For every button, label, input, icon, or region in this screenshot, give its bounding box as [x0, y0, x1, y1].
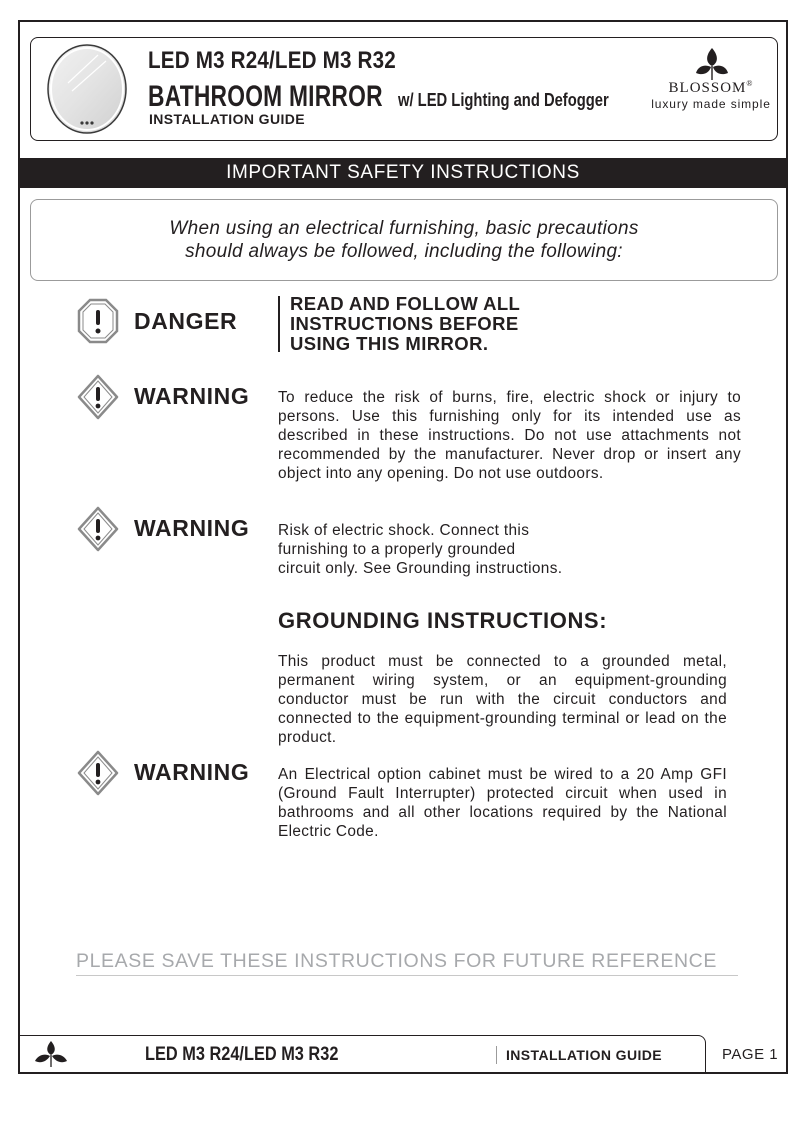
brand-name: BLOSSOM® [668, 79, 754, 96]
octagon-exclamation-icon [77, 298, 119, 344]
mirror-illustration-icon [46, 43, 128, 135]
grounding-text: This product must be connected to a grounded metal, permanent wiring system, or an equipment-grounding conductor must be run with the circuit conductors and connected to the equipment-grounding terminal or lead on the product. [278, 653, 727, 746]
danger-line-1: READ AND FOLLOW ALL [290, 293, 521, 314]
danger-label: DANGER [134, 308, 238, 334]
precaution-line-2: should always be followed, including the following: [185, 241, 623, 262]
warning-label-3: WARNING [134, 759, 250, 785]
footer-model: LED M3 R24/LED M3 R32 [145, 1044, 339, 1065]
product-name: BATHROOM MIRROR [148, 80, 383, 113]
save-instructions-note: PLEASE SAVE THESE INSTRUCTIONS FOR FUTURE REFERENCE [76, 950, 738, 976]
grounding-heading: GROUNDING INSTRUCTIONS: [278, 608, 608, 633]
page-number: PAGE 1 [722, 1046, 779, 1063]
precaution-line-1: When using an electrical furnishing, basic precautions [169, 218, 639, 239]
diamond-exclamation-icon [77, 374, 119, 420]
warning-2-line-3: circuit only. See Grounding instructions. [278, 560, 563, 577]
product-line [148, 80, 609, 114]
warning-text-3: An Electrical option cabinet must be wired to a 20 Amp GFI (Ground Fault Interrupter) protected circuit when used in bathrooms and all other locations required by the National Electric Code. [278, 766, 727, 840]
blossom-leaf-logo-icon [33, 1040, 69, 1068]
warning-2-line-1: Risk of electric shock. Connect this [278, 522, 530, 539]
precaution-box [30, 199, 778, 281]
danger-line-3: USING THIS MIRROR. [290, 333, 489, 354]
warning-text-2 [278, 521, 678, 578]
danger-divider [278, 296, 280, 352]
safety-banner: IMPORTANT SAFETY INSTRUCTIONS [20, 158, 786, 188]
footer-separator [496, 1046, 497, 1064]
danger-line-2: INSTRUCTIONS BEFORE [290, 313, 519, 334]
footer-guide-label: INSTALLATION GUIDE [506, 1047, 663, 1063]
diamond-exclamation-icon [77, 506, 119, 552]
blossom-leaf-logo-icon [695, 46, 729, 82]
diamond-exclamation-icon [77, 750, 119, 796]
warning-text-1: To reduce the risk of burns, fire, electric shock or injury to persons. Use this furnishing only for its intended use as described in these instructions. Do not use attachments not recommended by the manufacturer. Never drop or insert any object into any opening. Do not use outdoors. [278, 389, 741, 482]
model-title: LED M3 R24/LED M3 R32 [148, 47, 396, 74]
brand-tagline: luxury made simple [651, 97, 771, 111]
guide-label: INSTALLATION GUIDE [149, 111, 306, 127]
danger-message [290, 294, 590, 354]
warning-label-2: WARNING [134, 515, 250, 541]
product-subtitle: w/ LED Lighting and Defogger [398, 90, 609, 110]
warning-2-line-2: furnishing to a properly grounded [278, 541, 516, 558]
warning-label-1: WARNING [134, 383, 250, 409]
